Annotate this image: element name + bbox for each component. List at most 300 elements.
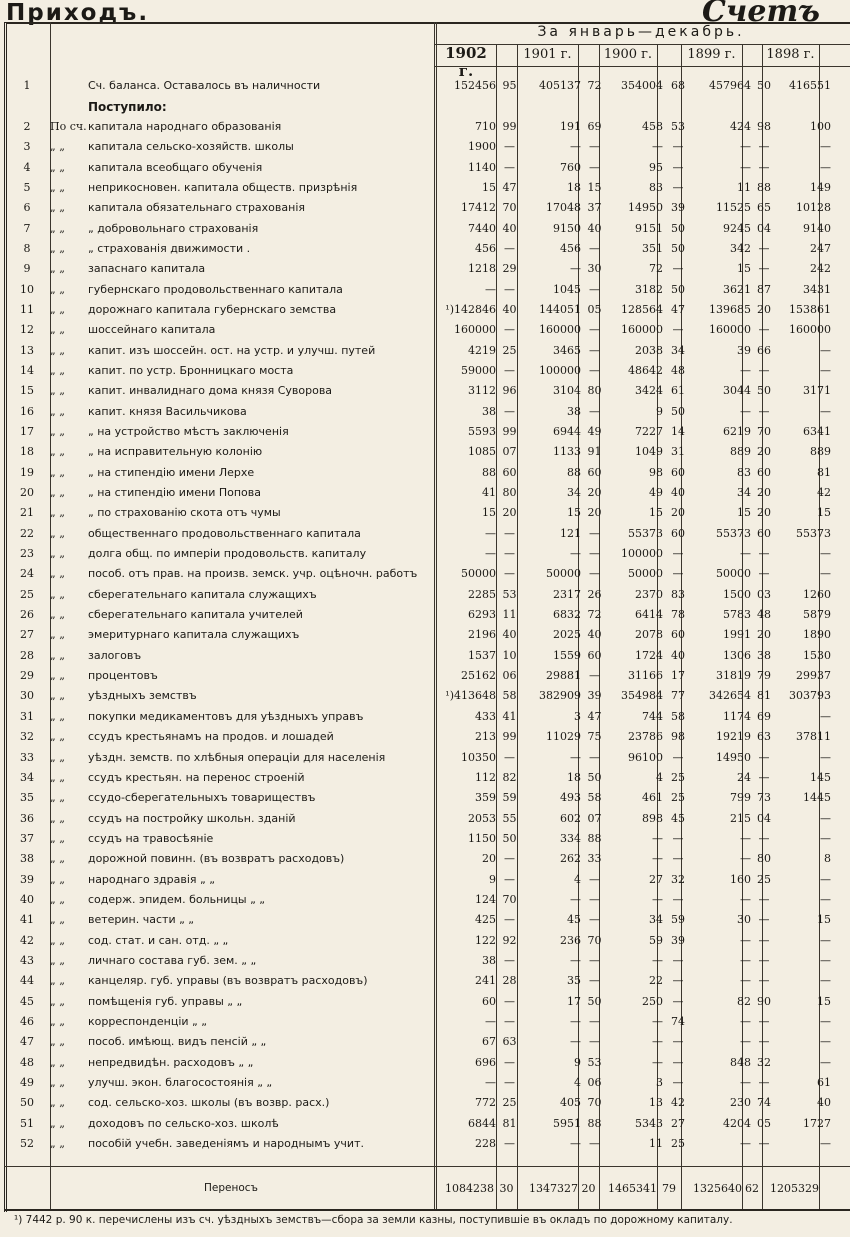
carry-1900-kop: 79 — [662, 1182, 676, 1195]
cell-rubles: 82 — [737, 994, 751, 1008]
cell-rubles: 1530 — [803, 648, 831, 662]
row-label: капит. по устр. Бронницкаго моста — [88, 363, 294, 377]
cell-kopecks: 25 — [671, 791, 685, 805]
row-number — [4, 96, 50, 116]
cell-rubles: 7440 — [468, 221, 496, 235]
cell-kopecks: 65 — [757, 201, 771, 215]
cell-rubles: — — [740, 363, 751, 377]
table-row — [4, 808, 847, 828]
cell-kopecks: 59 — [671, 913, 685, 927]
row-label: капитала всеобщаго обученія — [88, 160, 263, 174]
cell-kopecks — [834, 1032, 847, 1052]
cell-kopecks: 92 — [502, 933, 517, 947]
cell-kopecks: 48 — [757, 608, 771, 622]
cell-rubles: — — [820, 547, 831, 561]
cell-kopecks: — — [758, 140, 770, 154]
cell-kopecks: 60 — [757, 465, 771, 479]
cell-kopecks: — — [589, 160, 600, 174]
cell-kopecks: — — [672, 974, 684, 988]
cell-kopecks: 27 — [671, 1116, 685, 1130]
cell-rubles: 72 — [649, 262, 663, 276]
cell-kopecks: 98 — [757, 119, 771, 133]
cell-rubles: 67 — [482, 1035, 496, 1049]
cell-kopecks: 07 — [502, 445, 517, 459]
cell-rubles: 29937 — [796, 669, 831, 683]
table-row — [4, 137, 847, 157]
cell-rubles: 40 — [817, 1096, 831, 1110]
cell-kopecks: 17 — [671, 669, 685, 683]
row-number: 1 — [23, 79, 31, 93]
row-label: долга общ. по имперіи продовольств. капиталу — [88, 547, 367, 561]
cell-kopecks: 50 — [757, 384, 771, 398]
cell-kopecks: — — [589, 892, 600, 906]
cell-rubles: 8 — [824, 852, 831, 866]
cell-kopecks: 88 — [587, 831, 602, 845]
cell-kopecks: 25 — [502, 343, 517, 357]
cell-kopecks: — — [758, 262, 770, 276]
row-number: 15 — [20, 384, 34, 398]
cell-kopecks: 20 — [671, 506, 685, 520]
cell-rubles: 88 — [567, 465, 581, 479]
row-label: ветерин. части „ „ — [88, 913, 194, 927]
row-number: 27 — [20, 628, 34, 642]
row-label: содерж. эпидем. больницы „ „ — [88, 892, 266, 906]
cell-kopecks: — — [672, 323, 684, 337]
cell-rubles: 354004 — [621, 79, 663, 93]
row-prefix: „ „ — [50, 709, 65, 723]
cell-kopecks: 58 — [502, 689, 517, 703]
cell-rubles: 15 — [737, 262, 751, 276]
carry-1902-rub: 1084238 — [445, 1182, 494, 1195]
cell-rubles: — — [485, 282, 496, 296]
cell-rubles: 2317 — [553, 587, 581, 601]
cell-kopecks: — — [672, 1035, 684, 1049]
cell-rubles: 59 — [649, 933, 663, 947]
row-number: 34 — [20, 770, 34, 784]
cell-rubles: 160000 — [709, 323, 751, 337]
cell-rubles: 6844 — [468, 1116, 496, 1130]
cell-kopecks: 50 — [757, 79, 771, 93]
row-number: 21 — [20, 506, 34, 520]
row-prefix: „ „ — [50, 1096, 65, 1110]
cell-kopecks: 66 — [757, 343, 771, 357]
cell-rubles: — — [652, 831, 663, 845]
cell-kopecks — [834, 503, 847, 523]
row-label: народнаго здравія „ „ — [88, 872, 215, 886]
row-number: 42 — [20, 933, 34, 947]
cell-kopecks: 29 — [502, 262, 517, 276]
cell-kopecks: — — [589, 140, 600, 154]
cell-kopecks: 47 — [502, 180, 517, 194]
row-prefix: „ „ — [50, 201, 65, 215]
row-prefix: „ „ — [50, 1055, 65, 1069]
cell-rubles: 4204 — [723, 1116, 751, 1130]
cell-kopecks — [834, 605, 847, 625]
table-row — [4, 829, 847, 849]
cell-rubles: 17 — [567, 994, 581, 1008]
cell-kopecks: 60 — [671, 526, 685, 540]
cell-kopecks: 69 — [587, 119, 602, 133]
cell-kopecks: 39 — [671, 201, 685, 215]
cell-kopecks: 53 — [587, 1055, 602, 1069]
row-label: „ на стипендію имени Лерхе — [88, 465, 255, 479]
cell-rubles: 112 — [475, 770, 496, 784]
cell-kopecks: 40 — [502, 302, 517, 316]
cell-rubles: — — [652, 1035, 663, 1049]
row-label: ссудъ крестьян. на перенос строеній — [88, 770, 305, 784]
cell-rubles: — — [820, 160, 831, 174]
cell-kopecks: 60 — [587, 465, 602, 479]
row-number: 35 — [20, 791, 34, 805]
cell-kopecks — [834, 340, 847, 360]
row-number: 33 — [20, 750, 34, 764]
cell-rubles: 1724 — [635, 648, 663, 662]
cell-kopecks: — — [589, 526, 600, 540]
cell-kopecks: 80 — [587, 384, 602, 398]
row-number: 19 — [20, 465, 34, 479]
row-prefix: „ „ — [50, 323, 65, 337]
cell-kopecks — [834, 910, 847, 930]
cell-kopecks — [834, 117, 847, 137]
cell-kopecks: 99 — [502, 425, 517, 439]
cell-rubles: 342654 — [709, 689, 751, 703]
cell-rubles: 744 — [642, 709, 663, 723]
row-label: пособій учебн. заведеніямъ и народнымъ учит. — [88, 1137, 364, 1151]
cell-rubles: 25162 — [461, 669, 496, 683]
cell-kopecks: 80 — [757, 852, 771, 866]
cell-kopecks — [834, 96, 847, 116]
row-prefix: „ „ — [50, 465, 65, 479]
carry-forward-row — [4, 1170, 850, 1210]
cell-kopecks: — — [504, 140, 515, 154]
cell-rubles: 2053 — [468, 811, 496, 825]
row-label: общественнаго продовольственнаго капитала — [88, 526, 361, 540]
cell-rubles: 247 — [810, 241, 831, 255]
row-prefix: „ „ — [50, 974, 65, 988]
cell-rubles: 124 — [475, 892, 496, 906]
table-row — [4, 117, 847, 137]
cell-kopecks — [834, 625, 847, 645]
row-prefix: „ „ — [50, 363, 65, 377]
row-prefix: „ „ — [50, 750, 65, 764]
row-number: 8 — [23, 241, 31, 255]
row-prefix: „ „ — [50, 425, 65, 439]
cell-kopecks — [834, 483, 847, 503]
cell-rubles: 4 — [574, 1076, 581, 1090]
table-row — [4, 707, 847, 727]
cell-rubles: 250 — [642, 994, 663, 1008]
cell-kopecks: 04 — [757, 811, 771, 825]
cell-rubles: 122 — [475, 933, 496, 947]
cell-kopecks — [834, 951, 847, 971]
cell-kopecks — [834, 422, 847, 442]
cell-kopecks: — — [672, 852, 684, 866]
table-row — [4, 910, 847, 930]
row-prefix: „ „ — [50, 486, 65, 500]
cell-rubles: 160000 — [454, 323, 496, 337]
table-row — [4, 727, 847, 747]
cell-rubles: 382909 — [539, 689, 581, 703]
cell-kopecks: — — [504, 526, 515, 540]
row-number: 4 — [23, 160, 31, 174]
row-number: 9 — [23, 262, 31, 276]
cell-rubles: — — [820, 872, 831, 886]
cell-kopecks: — — [672, 180, 684, 194]
row-number: 11 — [20, 302, 34, 316]
cell-rubles: 17412 — [461, 201, 496, 215]
cell-kopecks: 70 — [502, 201, 517, 215]
row-prefix: „ „ — [50, 730, 65, 744]
cell-kopecks: — — [504, 241, 515, 255]
cell-rubles: 88 — [482, 465, 496, 479]
cell-kopecks: — — [589, 363, 600, 377]
row-number: 52 — [20, 1137, 34, 1151]
cell-kopecks: — — [504, 567, 515, 581]
cell-rubles: 18 — [567, 180, 581, 194]
cell-rubles: — — [740, 933, 751, 947]
cell-rubles: 1133 — [553, 445, 581, 459]
row-prefix: „ „ — [50, 831, 65, 845]
cell-rubles: 2038 — [635, 343, 663, 357]
row-prefix: „ „ — [50, 160, 65, 174]
row-label: капит. князя Васильчикова — [88, 404, 247, 418]
table-row — [4, 869, 847, 889]
cell-rubles: 1049 — [635, 445, 663, 459]
cell-rubles: 152456 — [454, 79, 496, 93]
cell-kopecks: — — [758, 933, 770, 947]
row-number: 44 — [20, 974, 34, 988]
cell-rubles: 303793 — [789, 689, 831, 703]
cell-kopecks: — — [758, 363, 770, 377]
row-label: дорожной повинн. (въ возвратъ расходовъ) — [88, 852, 345, 866]
row-label: доходовъ по сельско-хоз. школѣ — [88, 1116, 279, 1130]
cell-kopecks — [834, 157, 847, 177]
cell-kopecks: — — [504, 852, 515, 866]
cell-kopecks — [834, 137, 847, 157]
table-row — [4, 1093, 847, 1113]
row-label: покупки медикаментовъ для уѣздныхъ управъ — [88, 709, 364, 723]
row-number: 38 — [20, 852, 34, 866]
table-row — [4, 76, 847, 96]
cell-rubles: 1306 — [723, 648, 751, 662]
row-label: „ добровольнаго страхованія — [88, 221, 259, 235]
cell-kopecks: 88 — [587, 1116, 602, 1130]
cell-kopecks: — — [504, 363, 515, 377]
cell-kopecks: 40 — [502, 221, 517, 235]
cell-kopecks: — — [504, 282, 515, 296]
cell-kopecks — [834, 1134, 847, 1154]
cell-kopecks: 63 — [502, 1035, 517, 1049]
carry-1902-kop: 30 — [499, 1182, 514, 1195]
period-heading: За январь—декабрь. — [537, 24, 745, 40]
cell-rubles: 457964 — [709, 79, 751, 93]
cell-rubles: 34 — [567, 486, 581, 500]
cell-rubles: 100 — [810, 119, 831, 133]
cell-kopecks: 11 — [502, 608, 517, 622]
cell-rubles: 1045 — [553, 282, 581, 296]
cell-rubles: — — [740, 404, 751, 418]
cell-rubles: 3182 — [635, 282, 663, 296]
row-label: уѣздныхъ земствъ — [88, 689, 197, 703]
cell-kopecks: — — [504, 404, 515, 418]
cell-kopecks — [834, 361, 847, 381]
year-1901: 1901 г. — [523, 47, 572, 62]
cell-rubles: 48642 — [628, 363, 663, 377]
table-row — [4, 991, 847, 1011]
table-row — [4, 320, 847, 340]
cell-kopecks — [834, 1093, 847, 1113]
row-prefix: „ „ — [50, 852, 65, 866]
cell-kopecks: 75 — [587, 730, 602, 744]
cell-kopecks: — — [672, 547, 684, 561]
row-label: сод. стат. и сан. отд. „ „ — [88, 933, 229, 947]
cell-rubles: — — [820, 1035, 831, 1049]
cell-kopecks — [834, 727, 847, 747]
cell-kopecks: 39 — [587, 689, 602, 703]
cell-rubles: — — [740, 892, 751, 906]
cell-rubles: 1445 — [803, 791, 831, 805]
row-prefix — [50, 96, 88, 116]
year-1898: 1898 г. — [766, 47, 815, 62]
cell-kopecks: — — [758, 567, 770, 581]
table-row — [4, 1032, 847, 1052]
cell-rubles: 4219 — [468, 343, 496, 357]
cell-kopecks: — — [589, 669, 600, 683]
cell-kopecks — [666, 96, 690, 116]
cell-rubles: 153861 — [789, 302, 831, 316]
cell-rubles: 3171 — [803, 384, 831, 398]
cell-kopecks: — — [758, 1137, 770, 1151]
cell-kopecks: 60 — [671, 465, 685, 479]
cell-rubles: 760 — [560, 160, 581, 174]
row-number: 2 — [23, 119, 31, 133]
row-label: ссудъ крестьянамъ на продов. и лошадей — [88, 730, 334, 744]
cell-rubles: 5951 — [553, 1116, 581, 1130]
cell-rubles: 19219 — [716, 730, 751, 744]
cell-rubles: — — [820, 567, 831, 581]
cell-rubles: 242 — [810, 262, 831, 276]
row-number: 47 — [20, 1035, 34, 1049]
cell-rubles: — — [570, 262, 581, 276]
ledger-table — [4, 76, 847, 1154]
cell-rubles: 149 — [810, 180, 831, 194]
cell-rubles: — — [570, 1137, 581, 1151]
row-prefix: „ „ — [50, 953, 65, 967]
cell-rubles: 241 — [475, 974, 496, 988]
row-label: „ страхованія движимости . — [88, 241, 251, 255]
cell-rubles: 37811 — [796, 730, 831, 744]
carry-1900-rub: 1465341 — [608, 1182, 657, 1195]
cell-rubles: — — [485, 1076, 496, 1090]
cell-rubles: — — [570, 892, 581, 906]
cell-kopecks: — — [758, 750, 770, 764]
cell-kopecks — [834, 76, 847, 96]
cell-kopecks — [834, 1012, 847, 1032]
cell-rubles: 27 — [649, 872, 663, 886]
cell-rubles: 416551 — [789, 79, 831, 93]
cell-kopecks: 38 — [757, 648, 771, 662]
cell-kopecks: — — [589, 1014, 600, 1028]
cell-kopecks: 26 — [587, 587, 602, 601]
cell-kopecks — [834, 463, 847, 483]
row-number: 30 — [20, 689, 34, 703]
table-row — [4, 259, 847, 279]
row-label: процентовъ — [88, 669, 158, 683]
row-label: „ на исправительную колонію — [88, 445, 263, 459]
table-row — [4, 951, 847, 971]
cell-kopecks: 58 — [671, 709, 685, 723]
cell-rubles: — — [652, 1014, 663, 1028]
cell-kopecks: — — [672, 1055, 684, 1069]
table-row — [4, 463, 847, 483]
cell-rubles: 31166 — [628, 669, 663, 683]
cell-rubles: 1500 — [723, 587, 751, 601]
cell-rubles: — — [570, 750, 581, 764]
cell-kopecks: — — [589, 241, 600, 255]
cell-rubles: 55373 — [716, 526, 751, 540]
table-row — [4, 747, 847, 767]
cell-rubles: 7227 — [635, 425, 663, 439]
cell-rubles: 50000 — [461, 567, 496, 581]
cell-rubles: 1218 — [468, 262, 496, 276]
table-row — [4, 686, 847, 706]
cell-kopecks: 25 — [757, 872, 771, 886]
cell-kopecks: — — [589, 974, 600, 988]
cell-rubles: 5879 — [803, 608, 831, 622]
row-number: 20 — [20, 486, 34, 500]
cell-rubles: 1150 — [468, 831, 496, 845]
cell-rubles: 6219 — [723, 425, 751, 439]
cell-kopecks: — — [758, 953, 770, 967]
table-row — [4, 503, 847, 523]
cell-rubles: 889 — [730, 445, 751, 459]
cell-rubles: 696 — [475, 1055, 496, 1069]
cell-kopecks: — — [504, 1137, 515, 1151]
cell-rubles: — — [820, 831, 831, 845]
table-row — [4, 340, 847, 360]
row-prefix: „ „ — [50, 506, 65, 520]
cell-kopecks — [834, 442, 847, 462]
row-prefix: „ „ — [50, 1014, 65, 1028]
cell-kopecks — [834, 646, 847, 666]
cell-rubles: — — [570, 547, 581, 561]
row-label: неприкосновен. капитала обществ. призрѣнія — [88, 180, 358, 194]
cell-kopecks: — — [672, 1076, 684, 1090]
cell-rubles: 359 — [475, 791, 496, 805]
cell-kopecks: 74 — [671, 1014, 685, 1028]
row-number: 25 — [20, 587, 34, 601]
cell-rubles: 18 — [567, 770, 581, 784]
carry-1901-kop: 20 — [581, 1182, 596, 1195]
row-number: 31 — [20, 709, 34, 723]
table-row — [4, 524, 847, 544]
cell-rubles: 160 — [730, 872, 751, 886]
cell-kopecks: — — [589, 953, 600, 967]
row-prefix: „ „ — [50, 648, 65, 662]
cell-rubles: 55373 — [796, 526, 831, 540]
cell-kopecks: 45 — [671, 811, 685, 825]
cell-rubles: — — [740, 160, 751, 174]
cell-rubles: — — [570, 1014, 581, 1028]
cell-rubles: — — [570, 953, 581, 967]
cell-kopecks: 70 — [587, 933, 602, 947]
cell-kopecks — [834, 768, 847, 788]
row-label: капитала обязательнаго страхованія — [88, 201, 305, 215]
cell-rubles: 100000 — [621, 547, 663, 561]
cell-rubles: 493 — [560, 791, 581, 805]
cell-kopecks — [834, 178, 847, 198]
table-row — [4, 96, 847, 116]
